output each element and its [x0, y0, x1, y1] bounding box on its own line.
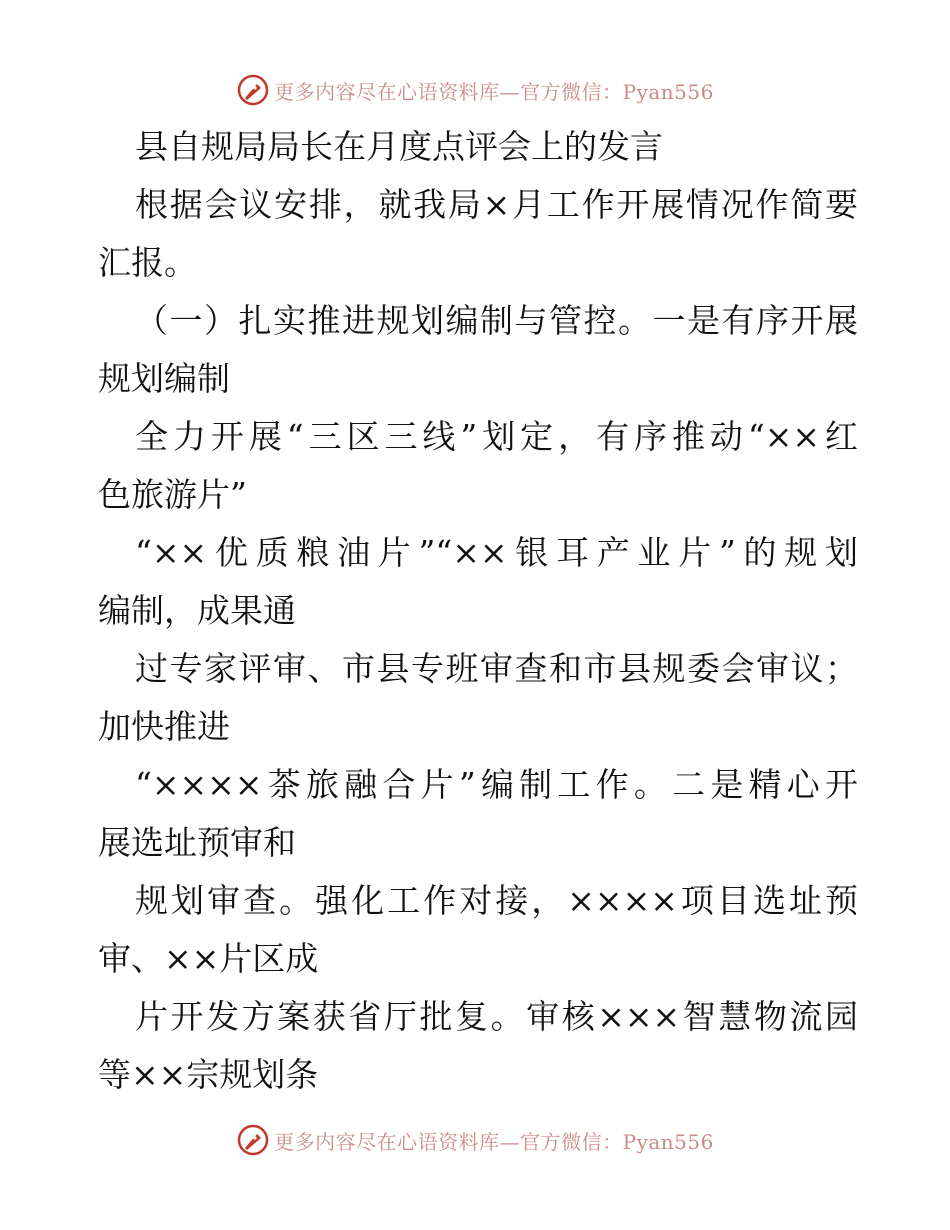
pen-nib-logo-icon [236, 1123, 270, 1157]
text-line: 汇报。 [98, 243, 197, 282]
text-line: 根据会议安排，就我局×月工作开展情况作简要 [135, 185, 858, 224]
header-watermark-text: 更多内容尽在心语资料库—官方微信：Pyan556 [274, 79, 714, 104]
document-body [98, 118, 858, 1104]
text-line: “××××茶旅融合片”编制工作。二是精心开 [135, 765, 858, 804]
document-title: 县自规局局长在月度点评会上的发言 [135, 127, 663, 166]
text-line: 过专家评审、市县专班审查和市县规委会审议； [135, 649, 858, 688]
text-line: 色旅游片” [98, 475, 247, 514]
text-line: 规划审查。强化工作对接，××××项目选址预 [135, 881, 858, 920]
text-line: （一）扎实推进规划编制与管控。一是有序开展 [135, 301, 858, 340]
text-line: 全力开展“三区三线”划定，有序推动“××红 [135, 417, 858, 456]
footer-watermark-text: 更多内容尽在心语资料库—官方微信：Pyan556 [274, 1129, 714, 1154]
text-line: 展选址预审和 [98, 823, 296, 862]
header-watermark-banner [0, 70, 950, 110]
text-line: 编制，成果通 [98, 591, 296, 630]
text-line: 规划编制 [98, 359, 230, 398]
text-line: 加快推进 [98, 707, 230, 746]
footer-watermark-banner [0, 1120, 950, 1160]
text-line: 片开发方案获省厅批复。审核×××智慧物流园 [135, 997, 858, 1036]
text-line: 等××宗规划条 [98, 1055, 319, 1094]
text-line: 审、××片区成 [98, 939, 319, 978]
text-line: “××优质粮油片”“××银耳产业片”的规划 [135, 533, 858, 572]
pen-nib-logo-icon [236, 73, 270, 107]
